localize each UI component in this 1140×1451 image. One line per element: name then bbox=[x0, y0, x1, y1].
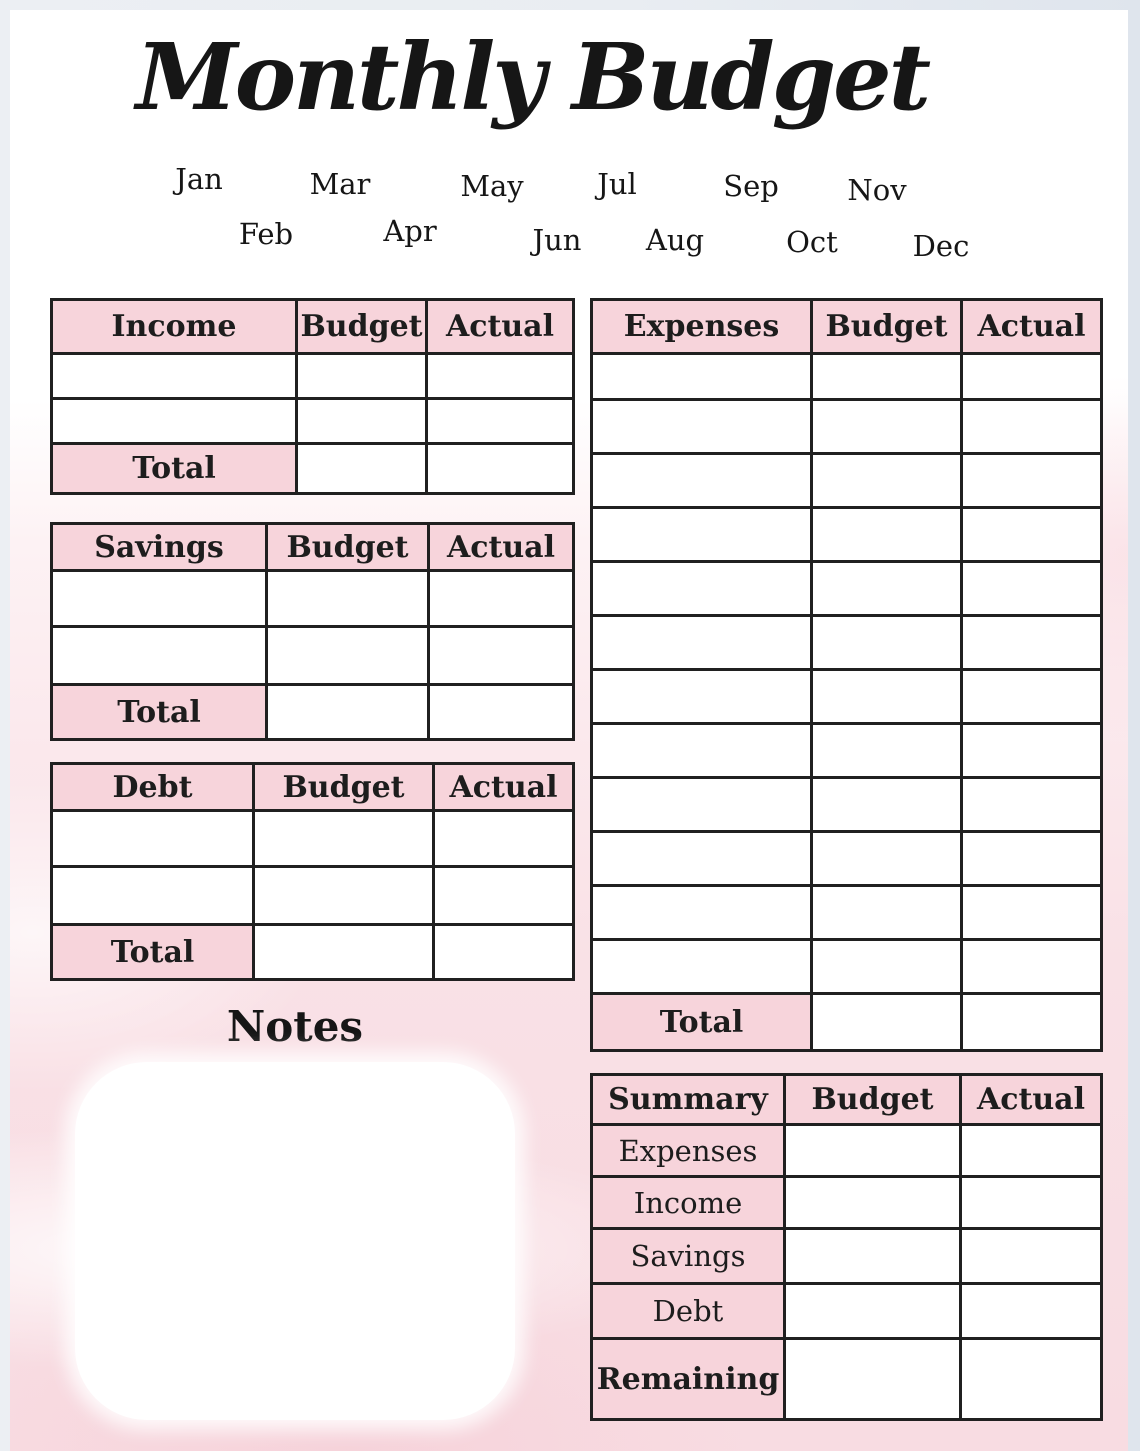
summary-header-cell: Summary bbox=[592, 1075, 785, 1125]
savings-actual-header-cell: Actual bbox=[429, 524, 574, 571]
empty-cell[interactable] bbox=[297, 354, 427, 399]
income-table bbox=[50, 298, 575, 495]
month-oct[interactable]: Oct bbox=[786, 225, 838, 259]
empty-cell[interactable] bbox=[592, 616, 812, 670]
summary-row-expenses bbox=[592, 1125, 1102, 1177]
savings-total-label: Total bbox=[52, 685, 267, 740]
empty-row bbox=[592, 778, 1102, 832]
empty-cell[interactable] bbox=[434, 811, 574, 867]
empty-cell[interactable] bbox=[962, 778, 1102, 832]
empty-row bbox=[592, 886, 1102, 940]
summary-row-income bbox=[592, 1177, 1102, 1229]
empty-row bbox=[592, 940, 1102, 994]
income-total-actual-cell[interactable] bbox=[427, 444, 574, 494]
income-total-budget-cell[interactable] bbox=[297, 444, 427, 494]
empty-cell[interactable] bbox=[434, 867, 574, 925]
summary-budget-header-cell: Budget bbox=[785, 1075, 961, 1125]
summary-remaining-actual-cell[interactable] bbox=[961, 1339, 1102, 1420]
empty-cell[interactable] bbox=[962, 616, 1102, 670]
debt-total-label: Total bbox=[52, 925, 254, 980]
summary-remaining-label: Remaining bbox=[592, 1339, 785, 1420]
month-aug[interactable]: Aug bbox=[645, 223, 705, 257]
notes-heading: Notes bbox=[226, 1002, 364, 1051]
empty-cell[interactable] bbox=[592, 562, 812, 616]
empty-cell[interactable] bbox=[812, 454, 962, 508]
empty-cell[interactable] bbox=[52, 627, 267, 685]
savings-budget-header-cell: Budget bbox=[267, 524, 429, 571]
summary-income-actual-cell[interactable] bbox=[961, 1177, 1102, 1229]
summary-row-remaining bbox=[592, 1339, 1102, 1420]
empty-cell[interactable] bbox=[962, 670, 1102, 724]
summary-debt-actual-cell[interactable] bbox=[961, 1284, 1102, 1339]
empty-cell[interactable] bbox=[254, 811, 434, 867]
empty-row bbox=[52, 571, 574, 627]
page-title: Monthly Budget bbox=[135, 23, 929, 131]
empty-row bbox=[52, 399, 574, 444]
debt-budget-header-cell: Budget bbox=[254, 764, 434, 811]
title-area bbox=[10, 18, 1054, 138]
empty-cell[interactable] bbox=[429, 627, 574, 685]
budget-page bbox=[10, 10, 1128, 1451]
empty-row bbox=[52, 354, 574, 399]
empty-cell[interactable] bbox=[812, 400, 962, 454]
empty-row bbox=[592, 354, 1102, 400]
savings-header-row bbox=[52, 524, 574, 571]
empty-cell[interactable] bbox=[812, 940, 962, 994]
empty-cell[interactable] bbox=[427, 354, 574, 399]
summary-expenses-actual-cell[interactable] bbox=[961, 1125, 1102, 1177]
month-jan[interactable]: Jan bbox=[175, 162, 223, 196]
empty-cell[interactable] bbox=[812, 670, 962, 724]
empty-cell[interactable] bbox=[592, 454, 812, 508]
empty-cell[interactable] bbox=[962, 886, 1102, 940]
debt-body bbox=[52, 811, 574, 925]
debt-total-budget-cell[interactable] bbox=[254, 925, 434, 980]
summary-actual-header-cell: Actual bbox=[961, 1075, 1102, 1125]
expenses-total-label: Total bbox=[592, 994, 812, 1051]
empty-cell[interactable] bbox=[52, 354, 297, 399]
summary-savings-actual-cell[interactable] bbox=[961, 1229, 1102, 1284]
empty-cell[interactable] bbox=[962, 400, 1102, 454]
empty-cell[interactable] bbox=[962, 832, 1102, 886]
expenses-total-actual-cell[interactable] bbox=[962, 994, 1102, 1051]
empty-cell[interactable] bbox=[427, 399, 574, 444]
savings-body bbox=[52, 571, 574, 685]
empty-cell[interactable] bbox=[592, 724, 812, 778]
income-header-cell: Income bbox=[52, 300, 297, 354]
empty-cell[interactable] bbox=[52, 571, 267, 627]
empty-cell[interactable] bbox=[962, 354, 1102, 400]
savings-total-actual-cell[interactable] bbox=[429, 685, 574, 740]
income-budget-header-cell: Budget bbox=[297, 300, 427, 354]
empty-row bbox=[592, 670, 1102, 724]
summary-remaining-budget-cell[interactable] bbox=[785, 1339, 961, 1420]
empty-cell[interactable] bbox=[812, 354, 962, 400]
expenses-actual-header-cell: Actual bbox=[962, 300, 1102, 354]
month-jun[interactable]: Jun bbox=[532, 223, 582, 257]
expenses-table bbox=[590, 298, 1103, 1052]
debt-table bbox=[50, 762, 575, 981]
summary-savings-label: Savings bbox=[592, 1229, 785, 1284]
empty-cell[interactable] bbox=[812, 778, 962, 832]
month-nov[interactable]: Nov bbox=[847, 173, 907, 207]
month-may[interactable]: May bbox=[460, 169, 524, 203]
summary-income-label: Income bbox=[592, 1177, 785, 1229]
empty-row bbox=[52, 867, 574, 925]
empty-cell[interactable] bbox=[297, 399, 427, 444]
month-mar[interactable]: Mar bbox=[309, 167, 371, 201]
summary-row-debt bbox=[592, 1284, 1102, 1339]
summary-debt-label: Debt bbox=[592, 1284, 785, 1339]
month-apr[interactable]: Apr bbox=[383, 214, 437, 248]
empty-row bbox=[592, 724, 1102, 778]
expenses-header-row bbox=[592, 300, 1102, 354]
summary-income-budget-cell[interactable] bbox=[785, 1177, 961, 1229]
month-sep[interactable]: Sep bbox=[723, 169, 779, 203]
debt-total-actual-cell[interactable] bbox=[434, 925, 574, 980]
expenses-budget-header-cell: Budget bbox=[812, 300, 962, 354]
summary-header-row bbox=[592, 1075, 1102, 1125]
empty-cell[interactable] bbox=[429, 571, 574, 627]
empty-row bbox=[592, 616, 1102, 670]
month-feb[interactable]: Feb bbox=[238, 217, 294, 251]
income-header-row bbox=[52, 300, 574, 354]
month-jul[interactable]: Jul bbox=[597, 167, 637, 201]
summary-debt-budget-cell[interactable] bbox=[785, 1284, 961, 1339]
empty-row bbox=[592, 454, 1102, 508]
empty-cell[interactable] bbox=[592, 832, 812, 886]
empty-cell[interactable] bbox=[592, 400, 812, 454]
empty-cell[interactable] bbox=[812, 832, 962, 886]
empty-cell[interactable] bbox=[962, 724, 1102, 778]
savings-total-budget-cell[interactable] bbox=[267, 685, 429, 740]
summary-expenses-budget-cell[interactable] bbox=[785, 1125, 961, 1177]
income-body bbox=[52, 354, 574, 444]
savings-total-row bbox=[52, 685, 574, 740]
empty-cell[interactable] bbox=[592, 508, 812, 562]
empty-row bbox=[592, 508, 1102, 562]
empty-cell[interactable] bbox=[962, 508, 1102, 562]
savings-header-cell: Savings bbox=[52, 524, 267, 571]
debt-header-row bbox=[52, 764, 574, 811]
empty-cell[interactable] bbox=[254, 867, 434, 925]
empty-cell[interactable] bbox=[812, 886, 962, 940]
empty-row bbox=[52, 811, 574, 867]
income-total-label: Total bbox=[52, 444, 297, 494]
summary-row-savings bbox=[592, 1229, 1102, 1284]
notes-box[interactable] bbox=[75, 1062, 515, 1420]
empty-cell[interactable] bbox=[52, 867, 254, 925]
empty-cell[interactable] bbox=[267, 571, 429, 627]
empty-cell[interactable] bbox=[812, 508, 962, 562]
empty-cell[interactable] bbox=[962, 562, 1102, 616]
month-dec[interactable]: Dec bbox=[912, 229, 970, 263]
empty-cell[interactable] bbox=[267, 627, 429, 685]
income-total-row bbox=[52, 444, 574, 494]
empty-cell[interactable] bbox=[812, 724, 962, 778]
empty-cell[interactable] bbox=[592, 778, 812, 832]
empty-cell[interactable] bbox=[52, 811, 254, 867]
empty-cell[interactable] bbox=[592, 354, 812, 400]
expenses-header-cell: Expenses bbox=[592, 300, 812, 354]
debt-actual-header-cell: Actual bbox=[434, 764, 574, 811]
income-actual-header-cell: Actual bbox=[427, 300, 574, 354]
debt-total-row bbox=[52, 925, 574, 980]
empty-cell[interactable] bbox=[52, 399, 297, 444]
expenses-body bbox=[592, 354, 1102, 994]
empty-cell[interactable] bbox=[962, 454, 1102, 508]
summary-savings-budget-cell[interactable] bbox=[785, 1229, 961, 1284]
empty-cell[interactable] bbox=[812, 616, 962, 670]
savings-table bbox=[50, 522, 575, 741]
summary-table bbox=[590, 1073, 1103, 1421]
empty-row bbox=[52, 627, 574, 685]
empty-cell[interactable] bbox=[962, 940, 1102, 994]
empty-cell[interactable] bbox=[812, 562, 962, 616]
expenses-total-row bbox=[592, 994, 1102, 1051]
empty-row bbox=[592, 832, 1102, 886]
summary-expenses-label: Expenses bbox=[592, 1125, 785, 1177]
empty-cell[interactable] bbox=[592, 670, 812, 724]
empty-row bbox=[592, 562, 1102, 616]
empty-cell[interactable] bbox=[592, 886, 812, 940]
empty-cell[interactable] bbox=[592, 940, 812, 994]
expenses-total-budget-cell[interactable] bbox=[812, 994, 962, 1051]
empty-row bbox=[592, 400, 1102, 454]
debt-header-cell: Debt bbox=[52, 764, 254, 811]
